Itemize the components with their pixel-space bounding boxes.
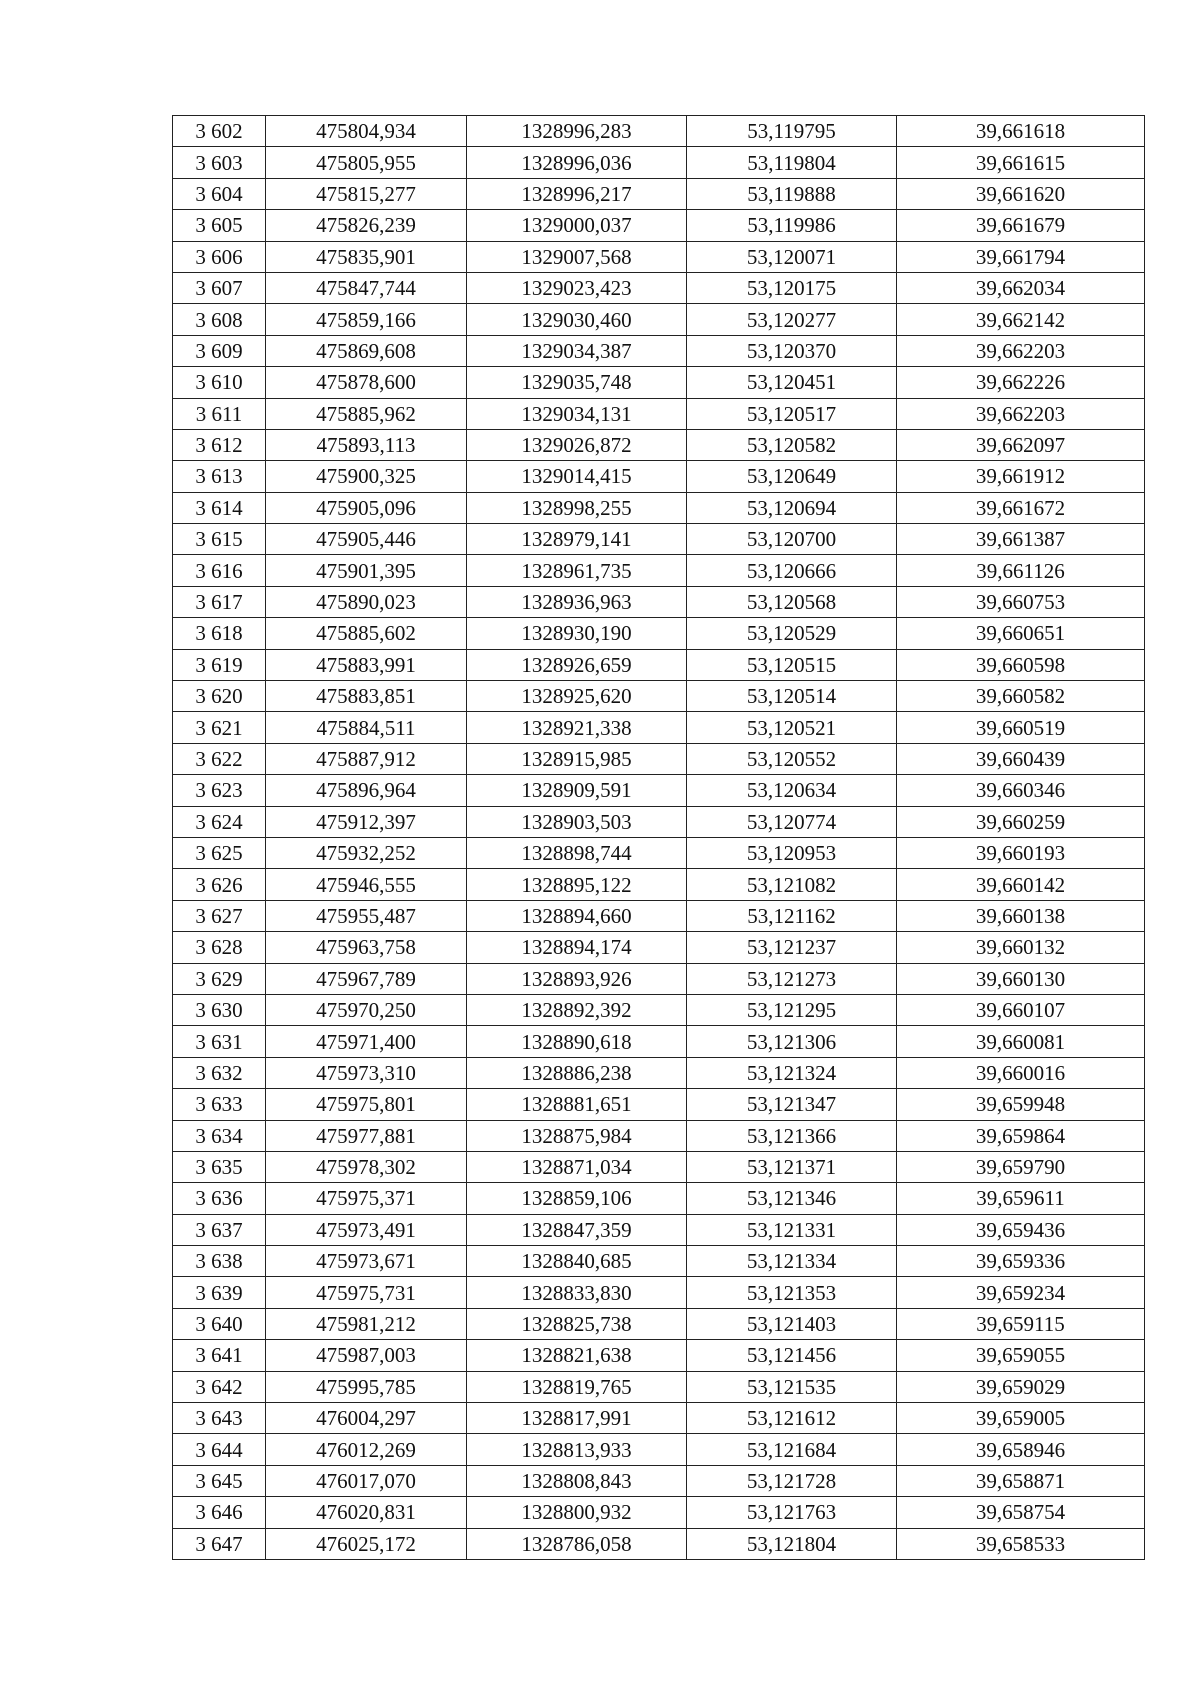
coordinates-table-body — [173, 116, 1145, 1560]
point-number-cell: 3 618 — [173, 618, 266, 649]
x-coordinate-cell: 475869,608 — [266, 335, 467, 366]
latitude-cell: 53,121728 — [687, 1465, 897, 1496]
y-coordinate-cell: 1329023,423 — [467, 272, 687, 303]
longitude-cell: 39,661912 — [897, 461, 1145, 492]
latitude-cell: 53,120514 — [687, 681, 897, 712]
x-coordinate-cell: 475883,851 — [266, 681, 467, 712]
table-row — [173, 272, 1145, 303]
point-number-cell: 3 638 — [173, 1246, 266, 1277]
point-number-cell: 3 609 — [173, 335, 266, 366]
table-row — [173, 1465, 1145, 1496]
latitude-cell: 53,120582 — [687, 429, 897, 460]
x-coordinate-cell: 475973,671 — [266, 1246, 467, 1277]
latitude-cell: 53,120515 — [687, 649, 897, 680]
x-coordinate-cell: 476020,831 — [266, 1497, 467, 1528]
x-coordinate-cell: 475932,252 — [266, 837, 467, 868]
table-row — [173, 1403, 1145, 1434]
point-number-cell: 3 630 — [173, 994, 266, 1025]
longitude-cell: 39,662203 — [897, 335, 1145, 366]
y-coordinate-cell: 1328813,933 — [467, 1434, 687, 1465]
x-coordinate-cell: 475977,881 — [266, 1120, 467, 1151]
x-coordinate-cell: 475905,096 — [266, 492, 467, 523]
x-coordinate-cell: 475887,912 — [266, 743, 467, 774]
table-row — [173, 1089, 1145, 1120]
y-coordinate-cell: 1328833,830 — [467, 1277, 687, 1308]
latitude-cell: 53,120649 — [687, 461, 897, 492]
latitude-cell: 53,121366 — [687, 1120, 897, 1151]
latitude-cell: 53,120552 — [687, 743, 897, 774]
longitude-cell: 39,660016 — [897, 1057, 1145, 1088]
latitude-cell: 53,119795 — [687, 116, 897, 147]
table-row — [173, 932, 1145, 963]
y-coordinate-cell: 1328894,660 — [467, 900, 687, 931]
latitude-cell: 53,119986 — [687, 210, 897, 241]
table-row — [173, 1183, 1145, 1214]
latitude-cell: 53,121346 — [687, 1183, 897, 1214]
y-coordinate-cell: 1328895,122 — [467, 869, 687, 900]
longitude-cell: 39,658754 — [897, 1497, 1145, 1528]
table-row — [173, 618, 1145, 649]
point-number-cell: 3 604 — [173, 178, 266, 209]
table-row — [173, 586, 1145, 617]
x-coordinate-cell: 475890,023 — [266, 586, 467, 617]
y-coordinate-cell: 1329035,748 — [467, 367, 687, 398]
latitude-cell: 53,119804 — [687, 147, 897, 178]
point-number-cell: 3 610 — [173, 367, 266, 398]
y-coordinate-cell: 1328961,735 — [467, 555, 687, 586]
x-coordinate-cell: 475973,491 — [266, 1214, 467, 1245]
table-row — [173, 210, 1145, 241]
x-coordinate-cell: 475805,955 — [266, 147, 467, 178]
latitude-cell: 53,120521 — [687, 712, 897, 743]
y-coordinate-cell: 1328819,765 — [467, 1371, 687, 1402]
point-number-cell: 3 624 — [173, 806, 266, 837]
y-coordinate-cell: 1328909,591 — [467, 775, 687, 806]
y-coordinate-cell: 1329000,037 — [467, 210, 687, 241]
y-coordinate-cell: 1329030,460 — [467, 304, 687, 335]
latitude-cell: 53,120634 — [687, 775, 897, 806]
longitude-cell: 39,660582 — [897, 681, 1145, 712]
y-coordinate-cell: 1328875,984 — [467, 1120, 687, 1151]
y-coordinate-cell: 1328859,106 — [467, 1183, 687, 1214]
point-number-cell: 3 623 — [173, 775, 266, 806]
y-coordinate-cell: 1328930,190 — [467, 618, 687, 649]
longitude-cell: 39,659336 — [897, 1246, 1145, 1277]
table-row — [173, 1340, 1145, 1371]
table-row — [173, 712, 1145, 743]
longitude-cell: 39,661620 — [897, 178, 1145, 209]
y-coordinate-cell: 1328893,926 — [467, 963, 687, 994]
latitude-cell: 53,121456 — [687, 1340, 897, 1371]
longitude-cell: 39,658946 — [897, 1434, 1145, 1465]
point-number-cell: 3 626 — [173, 869, 266, 900]
point-number-cell: 3 615 — [173, 524, 266, 555]
latitude-cell: 53,120700 — [687, 524, 897, 555]
latitude-cell: 53,121162 — [687, 900, 897, 931]
longitude-cell: 39,660132 — [897, 932, 1145, 963]
table-row — [173, 335, 1145, 366]
point-number-cell: 3 606 — [173, 241, 266, 272]
point-number-cell: 3 612 — [173, 429, 266, 460]
latitude-cell: 53,121331 — [687, 1214, 897, 1245]
x-coordinate-cell: 475878,600 — [266, 367, 467, 398]
latitude-cell: 53,121763 — [687, 1497, 897, 1528]
latitude-cell: 53,119888 — [687, 178, 897, 209]
table-row — [173, 492, 1145, 523]
x-coordinate-cell: 475804,934 — [266, 116, 467, 147]
y-coordinate-cell: 1328890,618 — [467, 1026, 687, 1057]
x-coordinate-cell: 475978,302 — [266, 1151, 467, 1182]
latitude-cell: 53,120666 — [687, 555, 897, 586]
table-row — [173, 1371, 1145, 1402]
point-number-cell: 3 641 — [173, 1340, 266, 1371]
latitude-cell: 53,121334 — [687, 1246, 897, 1277]
latitude-cell: 53,121295 — [687, 994, 897, 1025]
latitude-cell: 53,121324 — [687, 1057, 897, 1088]
y-coordinate-cell: 1328894,174 — [467, 932, 687, 963]
x-coordinate-cell: 475955,487 — [266, 900, 467, 931]
table-row — [173, 178, 1145, 209]
y-coordinate-cell: 1328786,058 — [467, 1528, 687, 1559]
y-coordinate-cell: 1328996,217 — [467, 178, 687, 209]
longitude-cell: 39,659948 — [897, 1089, 1145, 1120]
longitude-cell: 39,659611 — [897, 1183, 1145, 1214]
table-row — [173, 1308, 1145, 1339]
x-coordinate-cell: 475912,397 — [266, 806, 467, 837]
latitude-cell: 53,121273 — [687, 963, 897, 994]
y-coordinate-cell: 1328821,638 — [467, 1340, 687, 1371]
longitude-cell: 39,659029 — [897, 1371, 1145, 1402]
point-number-cell: 3 629 — [173, 963, 266, 994]
latitude-cell: 53,121804 — [687, 1528, 897, 1559]
longitude-cell: 39,660651 — [897, 618, 1145, 649]
table-row — [173, 649, 1145, 680]
latitude-cell: 53,121371 — [687, 1151, 897, 1182]
latitude-cell: 53,121684 — [687, 1434, 897, 1465]
longitude-cell: 39,660142 — [897, 869, 1145, 900]
table-row — [173, 1246, 1145, 1277]
longitude-cell: 39,658871 — [897, 1465, 1145, 1496]
point-number-cell: 3 637 — [173, 1214, 266, 1245]
point-number-cell: 3 640 — [173, 1308, 266, 1339]
table-row — [173, 1057, 1145, 1088]
x-coordinate-cell: 476017,070 — [266, 1465, 467, 1496]
longitude-cell: 39,659790 — [897, 1151, 1145, 1182]
x-coordinate-cell: 475975,731 — [266, 1277, 467, 1308]
point-number-cell: 3 642 — [173, 1371, 266, 1402]
longitude-cell: 39,660259 — [897, 806, 1145, 837]
table-row — [173, 1120, 1145, 1151]
point-number-cell: 3 608 — [173, 304, 266, 335]
x-coordinate-cell: 475847,744 — [266, 272, 467, 303]
longitude-cell: 39,660138 — [897, 900, 1145, 931]
table-row — [173, 837, 1145, 868]
x-coordinate-cell: 475884,511 — [266, 712, 467, 743]
point-number-cell: 3 644 — [173, 1434, 266, 1465]
table-row — [173, 1277, 1145, 1308]
y-coordinate-cell: 1328936,963 — [467, 586, 687, 617]
table-row — [173, 1434, 1145, 1465]
longitude-cell: 39,662226 — [897, 367, 1145, 398]
table-row — [173, 367, 1145, 398]
y-coordinate-cell: 1328903,503 — [467, 806, 687, 837]
table-row — [173, 241, 1145, 272]
table-row — [173, 963, 1145, 994]
table-row — [173, 994, 1145, 1025]
y-coordinate-cell: 1328881,651 — [467, 1089, 687, 1120]
latitude-cell: 53,121535 — [687, 1371, 897, 1402]
x-coordinate-cell: 475883,991 — [266, 649, 467, 680]
table-row — [173, 869, 1145, 900]
longitude-cell: 39,660130 — [897, 963, 1145, 994]
y-coordinate-cell: 1328840,685 — [467, 1246, 687, 1277]
longitude-cell: 39,661679 — [897, 210, 1145, 241]
latitude-cell: 53,120277 — [687, 304, 897, 335]
x-coordinate-cell: 475835,901 — [266, 241, 467, 272]
latitude-cell: 53,120451 — [687, 367, 897, 398]
latitude-cell: 53,121237 — [687, 932, 897, 963]
longitude-cell: 39,660107 — [897, 994, 1145, 1025]
latitude-cell: 53,120953 — [687, 837, 897, 868]
x-coordinate-cell: 475981,212 — [266, 1308, 467, 1339]
latitude-cell: 53,120694 — [687, 492, 897, 523]
point-number-cell: 3 614 — [173, 492, 266, 523]
table-row — [173, 775, 1145, 806]
longitude-cell: 39,660519 — [897, 712, 1145, 743]
point-number-cell: 3 616 — [173, 555, 266, 586]
x-coordinate-cell: 475975,371 — [266, 1183, 467, 1214]
point-number-cell: 3 643 — [173, 1403, 266, 1434]
latitude-cell: 53,120071 — [687, 241, 897, 272]
longitude-cell: 39,660753 — [897, 586, 1145, 617]
table-row — [173, 806, 1145, 837]
latitude-cell: 53,120568 — [687, 586, 897, 617]
longitude-cell: 39,661387 — [897, 524, 1145, 555]
table-row — [173, 900, 1145, 931]
point-number-cell: 3 639 — [173, 1277, 266, 1308]
point-number-cell: 3 605 — [173, 210, 266, 241]
table-row — [173, 398, 1145, 429]
table-row — [173, 1214, 1145, 1245]
point-number-cell: 3 634 — [173, 1120, 266, 1151]
longitude-cell: 39,661794 — [897, 241, 1145, 272]
longitude-cell: 39,659864 — [897, 1120, 1145, 1151]
y-coordinate-cell: 1328925,620 — [467, 681, 687, 712]
x-coordinate-cell: 475963,758 — [266, 932, 467, 963]
y-coordinate-cell: 1328886,238 — [467, 1057, 687, 1088]
point-number-cell: 3 627 — [173, 900, 266, 931]
x-coordinate-cell: 475826,239 — [266, 210, 467, 241]
y-coordinate-cell: 1328996,283 — [467, 116, 687, 147]
point-number-cell: 3 646 — [173, 1497, 266, 1528]
point-number-cell: 3 635 — [173, 1151, 266, 1182]
y-coordinate-cell: 1329007,568 — [467, 241, 687, 272]
y-coordinate-cell: 1329034,131 — [467, 398, 687, 429]
x-coordinate-cell: 475896,964 — [266, 775, 467, 806]
longitude-cell: 39,660598 — [897, 649, 1145, 680]
x-coordinate-cell: 476012,269 — [266, 1434, 467, 1465]
point-number-cell: 3 628 — [173, 932, 266, 963]
latitude-cell: 53,121612 — [687, 1403, 897, 1434]
table-row — [173, 1528, 1145, 1559]
x-coordinate-cell: 476004,297 — [266, 1403, 467, 1434]
x-coordinate-cell: 475967,789 — [266, 963, 467, 994]
point-number-cell: 3 602 — [173, 116, 266, 147]
coordinates-table — [172, 115, 1145, 1560]
x-coordinate-cell: 475893,113 — [266, 429, 467, 460]
point-number-cell: 3 617 — [173, 586, 266, 617]
point-number-cell: 3 625 — [173, 837, 266, 868]
table-row — [173, 461, 1145, 492]
latitude-cell: 53,121082 — [687, 869, 897, 900]
x-coordinate-cell: 475859,166 — [266, 304, 467, 335]
y-coordinate-cell: 1328808,843 — [467, 1465, 687, 1496]
point-number-cell: 3 619 — [173, 649, 266, 680]
y-coordinate-cell: 1328871,034 — [467, 1151, 687, 1182]
x-coordinate-cell: 475995,785 — [266, 1371, 467, 1402]
point-number-cell: 3 633 — [173, 1089, 266, 1120]
table-row — [173, 429, 1145, 460]
table-row — [173, 555, 1145, 586]
point-number-cell: 3 620 — [173, 681, 266, 712]
latitude-cell: 53,120517 — [687, 398, 897, 429]
x-coordinate-cell: 475900,325 — [266, 461, 467, 492]
table-row — [173, 304, 1145, 335]
y-coordinate-cell: 1328915,985 — [467, 743, 687, 774]
latitude-cell: 53,121347 — [687, 1089, 897, 1120]
table-row — [173, 1497, 1145, 1528]
longitude-cell: 39,662097 — [897, 429, 1145, 460]
table-row — [173, 1026, 1145, 1057]
y-coordinate-cell: 1328817,991 — [467, 1403, 687, 1434]
point-number-cell: 3 611 — [173, 398, 266, 429]
table-row — [173, 147, 1145, 178]
x-coordinate-cell: 476025,172 — [266, 1528, 467, 1559]
latitude-cell: 53,120774 — [687, 806, 897, 837]
y-coordinate-cell: 1329026,872 — [467, 429, 687, 460]
y-coordinate-cell: 1328898,744 — [467, 837, 687, 868]
x-coordinate-cell: 475973,310 — [266, 1057, 467, 1088]
y-coordinate-cell: 1328800,932 — [467, 1497, 687, 1528]
longitude-cell: 39,660193 — [897, 837, 1145, 868]
y-coordinate-cell: 1328996,036 — [467, 147, 687, 178]
x-coordinate-cell: 475901,395 — [266, 555, 467, 586]
y-coordinate-cell: 1328926,659 — [467, 649, 687, 680]
longitude-cell: 39,661672 — [897, 492, 1145, 523]
table-row — [173, 524, 1145, 555]
longitude-cell: 39,662203 — [897, 398, 1145, 429]
longitude-cell: 39,659234 — [897, 1277, 1145, 1308]
x-coordinate-cell: 475975,801 — [266, 1089, 467, 1120]
longitude-cell: 39,661126 — [897, 555, 1145, 586]
x-coordinate-cell: 475971,400 — [266, 1026, 467, 1057]
point-number-cell: 3 603 — [173, 147, 266, 178]
point-number-cell: 3 622 — [173, 743, 266, 774]
longitude-cell: 39,659055 — [897, 1340, 1145, 1371]
point-number-cell: 3 631 — [173, 1026, 266, 1057]
x-coordinate-cell: 475885,602 — [266, 618, 467, 649]
point-number-cell: 3 645 — [173, 1465, 266, 1496]
latitude-cell: 53,120175 — [687, 272, 897, 303]
point-number-cell: 3 647 — [173, 1528, 266, 1559]
y-coordinate-cell: 1328921,338 — [467, 712, 687, 743]
point-number-cell: 3 636 — [173, 1183, 266, 1214]
point-number-cell: 3 632 — [173, 1057, 266, 1088]
longitude-cell: 39,659005 — [897, 1403, 1145, 1434]
point-number-cell: 3 621 — [173, 712, 266, 743]
x-coordinate-cell: 475987,003 — [266, 1340, 467, 1371]
longitude-cell: 39,662034 — [897, 272, 1145, 303]
latitude-cell: 53,121403 — [687, 1308, 897, 1339]
y-coordinate-cell: 1329014,415 — [467, 461, 687, 492]
x-coordinate-cell: 475815,277 — [266, 178, 467, 209]
latitude-cell: 53,121306 — [687, 1026, 897, 1057]
longitude-cell: 39,660346 — [897, 775, 1145, 806]
table-row — [173, 116, 1145, 147]
y-coordinate-cell: 1328998,255 — [467, 492, 687, 523]
latitude-cell: 53,121353 — [687, 1277, 897, 1308]
latitude-cell: 53,120370 — [687, 335, 897, 366]
y-coordinate-cell: 1329034,387 — [467, 335, 687, 366]
longitude-cell: 39,660081 — [897, 1026, 1145, 1057]
table-row — [173, 1151, 1145, 1182]
longitude-cell: 39,661618 — [897, 116, 1145, 147]
table-row — [173, 681, 1145, 712]
y-coordinate-cell: 1328847,359 — [467, 1214, 687, 1245]
y-coordinate-cell: 1328825,738 — [467, 1308, 687, 1339]
longitude-cell: 39,658533 — [897, 1528, 1145, 1559]
table-row — [173, 743, 1145, 774]
longitude-cell: 39,661615 — [897, 147, 1145, 178]
x-coordinate-cell: 475885,962 — [266, 398, 467, 429]
x-coordinate-cell: 475905,446 — [266, 524, 467, 555]
point-number-cell: 3 613 — [173, 461, 266, 492]
y-coordinate-cell: 1328892,392 — [467, 994, 687, 1025]
x-coordinate-cell: 475946,555 — [266, 869, 467, 900]
longitude-cell: 39,660439 — [897, 743, 1145, 774]
latitude-cell: 53,120529 — [687, 618, 897, 649]
x-coordinate-cell: 475970,250 — [266, 994, 467, 1025]
y-coordinate-cell: 1328979,141 — [467, 524, 687, 555]
longitude-cell: 39,662142 — [897, 304, 1145, 335]
point-number-cell: 3 607 — [173, 272, 266, 303]
longitude-cell: 39,659115 — [897, 1308, 1145, 1339]
longitude-cell: 39,659436 — [897, 1214, 1145, 1245]
